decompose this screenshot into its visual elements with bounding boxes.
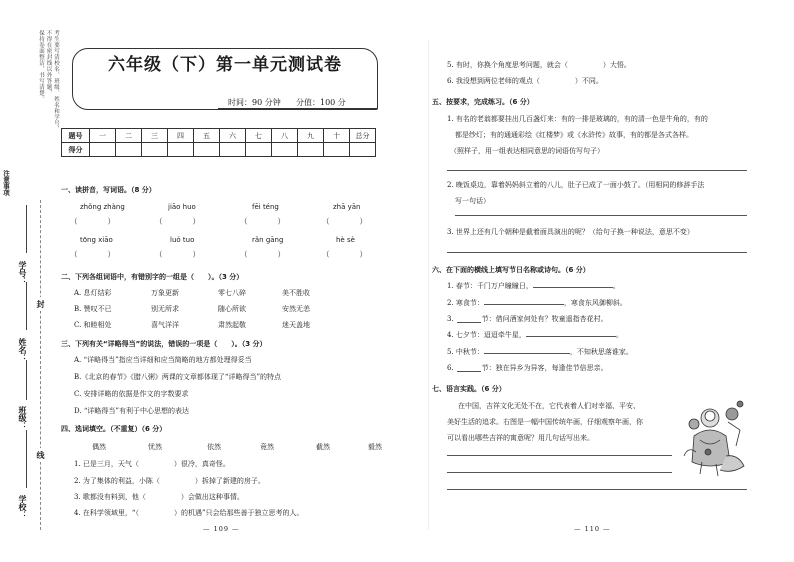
answer-blank[interactable]: （ ） xyxy=(240,217,285,226)
section-heading-q1: 一、读拼音，写词语。（8 分） xyxy=(61,186,156,194)
question-text: 2. 晚饭桌边，靠着妈妈斜立着的八儿，肚子已成了一面小鼓了。（用相同的修辞手法 xyxy=(447,181,705,189)
option-word: 安然无恙 xyxy=(282,305,310,313)
notes-title: 注意事项 xyxy=(2,170,10,196)
score-text: 分值：100 分 xyxy=(296,98,346,107)
answer-line[interactable] xyxy=(447,252,747,253)
option-word: 随心所欲 xyxy=(218,305,246,313)
option-word: 肃然起敬 xyxy=(218,321,246,329)
question-text: 3. 世界上还有几个朝种是截着面具演出的呢？（给句子换一种说法，意思不变） xyxy=(447,228,694,236)
option-d: D. “详略得当”有利于中心思想的表达 xyxy=(74,407,189,415)
note-line: 保持卷面整洁，书写清楚。 xyxy=(38,30,44,102)
seal-char-xian: 线 xyxy=(36,448,47,462)
score-input-cell[interactable] xyxy=(246,143,272,157)
option-word: 万象更新 xyxy=(151,289,179,297)
table-cell: 题号 xyxy=(62,129,90,143)
pinyin: jiāo huo xyxy=(168,203,196,211)
option-word: 喜气洋洋 xyxy=(151,321,179,329)
festival-suffix: 。 xyxy=(612,282,620,290)
festival-text: 5. 中秋节： xyxy=(447,348,484,356)
table-cell: 九 xyxy=(298,129,324,143)
festival-item xyxy=(447,298,627,308)
table-cell: 总分 xyxy=(350,129,376,143)
time-text: 时间：90 分钟 xyxy=(228,98,281,107)
pinyin: fēi téng xyxy=(252,203,279,211)
score-input-cell[interactable] xyxy=(350,143,376,157)
title-underline xyxy=(218,108,378,109)
option-b: B. 赞叹不已 xyxy=(74,305,112,313)
id-write-line[interactable] xyxy=(26,205,27,253)
option-c: C. 安排详略的依据是作文的字数要求 xyxy=(74,390,189,398)
table-cell: 五 xyxy=(194,129,220,143)
festival-text: 4. 七夕节：迢迢牵牛星， xyxy=(447,331,526,339)
answer-blank[interactable]: （ ） xyxy=(155,217,200,226)
pinyin: zhǒng zhàng xyxy=(80,203,125,211)
section-heading-q6: 六、在下面的横线上填写节日名称或诗句。（6 分） xyxy=(432,266,590,274)
option-word: 零七八碎 xyxy=(218,289,246,297)
answer-blank[interactable]: （ ） xyxy=(70,250,115,259)
table-cell: 七 xyxy=(246,129,272,143)
festival-item xyxy=(447,330,623,340)
table-cell: 十 xyxy=(324,129,350,143)
score-input-cell[interactable] xyxy=(272,143,298,157)
section-heading-q4: 四、选词填空。（不重复）（6 分） xyxy=(61,425,167,433)
table-cell: 得分 xyxy=(62,143,90,157)
school-write-line[interactable] xyxy=(26,430,27,488)
question-text: 都是纱灯；有的通通彩绘《红楼梦》或《水浒传》故事，有的都是各式各样。 xyxy=(455,131,693,139)
answer-line[interactable] xyxy=(447,170,747,171)
score-input-cell[interactable] xyxy=(142,143,168,157)
school-label: 学校： xyxy=(18,492,29,522)
exam-notes xyxy=(2,30,58,132)
page-number-left: — 109 — xyxy=(203,525,240,533)
answer-blank[interactable]: （ ） xyxy=(322,250,367,259)
festival-suffix: ，不知秋思落谁家。 xyxy=(569,348,633,356)
name-write-line[interactable] xyxy=(26,282,27,330)
question-text: 美好生活的追求。右图是一幅中国传统年画，仔细观察年画，你 xyxy=(447,418,643,426)
option-word: 别无所求 xyxy=(151,305,179,313)
fill-sentence: 6. 我没想到两位老师的观点（ ）不同。 xyxy=(447,77,603,85)
section-heading-q5: 五、按要求，完成练习。（6 分） xyxy=(432,98,534,106)
word-choice: 截然 xyxy=(316,443,330,451)
page-divider xyxy=(428,40,429,530)
fill-sentence: 1. 已是三月，天气（ ）很冷，真奇怪。 xyxy=(74,460,230,468)
table-row xyxy=(62,129,376,143)
pinyin: luó tuo xyxy=(170,236,195,244)
festival-suffix: 。 xyxy=(615,331,623,339)
festival-item xyxy=(447,347,633,357)
new-year-painting-image xyxy=(680,396,752,478)
answer-line[interactable] xyxy=(447,489,747,490)
festival-text: 1. 春节：千门万户瞳瞳日， xyxy=(447,282,533,290)
class-label: 班级： xyxy=(18,403,29,433)
score-input-cell[interactable] xyxy=(90,143,116,157)
answer-blank[interactable]: （ ） xyxy=(70,217,115,226)
fill-sentence: 2. 为了集体的利益，小陈（ ）拆掉了新建的房子。 xyxy=(74,477,265,485)
score-input-cell[interactable] xyxy=(298,143,324,157)
seal-line xyxy=(40,200,41,530)
score-input-cell[interactable] xyxy=(220,143,246,157)
pinyin: rǎn gāng xyxy=(252,236,284,244)
note-line: 不得在密封线以外答题， xyxy=(45,30,52,96)
class-write-line[interactable] xyxy=(26,360,27,400)
note-line: 考生要写清校名、班级、姓名和学号， xyxy=(53,30,59,132)
answer-line[interactable] xyxy=(457,371,481,372)
answer-line[interactable] xyxy=(447,472,672,473)
option-b: B.《北京的春节》《腊八粥》两课的文章都体现了“详略得当”的特点 xyxy=(74,373,282,381)
student-name-label: 姓名： xyxy=(18,335,29,365)
question-text: 可以看出哪些吉祥的寓意呢？用几句话写出来。 xyxy=(447,434,594,442)
table-cell: 一 xyxy=(90,129,116,143)
pinyin: zhā yān xyxy=(333,203,361,211)
answer-line[interactable] xyxy=(447,455,672,456)
student-id-label: 学号： xyxy=(18,258,29,288)
section-heading-q7: 七、语言实践。（6 分） xyxy=(432,385,506,393)
question-text: 1. 有名的老翁都要挂出几百盏灯来：有的一排是玻璃的，有的清一色是牛角的，有的 xyxy=(447,115,708,123)
exam-time-info xyxy=(228,97,346,108)
festival-item xyxy=(447,314,608,324)
festival-text: 6. 节：独在异乡为异客，每逢佳节倍思亲。 xyxy=(447,364,608,372)
section-heading-q3: 三、下列有关“详略得当”的说法，错误的一项是（ ）。（3 分） xyxy=(61,340,267,348)
table-cell: 六 xyxy=(220,129,246,143)
binding-margin xyxy=(0,0,62,562)
seal-char-feng: 封 xyxy=(36,297,47,311)
table-cell: 八 xyxy=(272,129,298,143)
option-word: 美不胜收 xyxy=(282,289,310,297)
word-choice: 依然 xyxy=(207,443,221,451)
answer-line[interactable] xyxy=(526,336,616,337)
festival-suffix: ，寒食东风御柳斜。 xyxy=(563,299,627,307)
option-c: C. 和睦相处 xyxy=(74,321,112,329)
option-a: A. 息灯结彩 xyxy=(74,289,112,297)
table-cell: 二 xyxy=(116,129,142,143)
table-cell: 四 xyxy=(168,129,194,143)
word-choice: 毅然 xyxy=(368,443,382,451)
word-choice: 忧然 xyxy=(148,443,162,451)
answer-blank[interactable]: （ ） xyxy=(155,250,200,259)
score-input-cell[interactable] xyxy=(116,143,142,157)
pinyin: tōng xiāo xyxy=(80,236,113,244)
question-text: 写一句话） xyxy=(455,197,490,205)
page-title: 六年级（下）第一单元测试卷 xyxy=(92,50,358,75)
answer-line[interactable] xyxy=(533,287,613,288)
page-number-right: — 110 — xyxy=(574,525,611,533)
score-input-cell[interactable] xyxy=(324,143,350,157)
table-row xyxy=(62,143,376,157)
festival-item xyxy=(447,281,620,291)
answer-line[interactable] xyxy=(484,353,570,354)
option-a: A. “详略得当”指应当详细和应当简略的地方都处理得妥当 xyxy=(74,356,252,364)
word-choice: 偶然 xyxy=(92,443,106,451)
option-word: 迷天盖地 xyxy=(282,321,310,329)
word-choice: 竟然 xyxy=(260,443,274,451)
answer-blank[interactable]: （ ） xyxy=(240,250,285,259)
answer-blank[interactable]: （ ） xyxy=(322,217,367,226)
answer-line[interactable] xyxy=(457,322,481,323)
fill-sentence: 4. 在科学领域里，“（ ）的机遇”只会给那些善于独立思考的人。 xyxy=(74,509,304,517)
festival-text: 3. 节：借问酒家何处有？牧童遥指杏花村。 xyxy=(447,315,608,323)
pinyin: hè sè xyxy=(336,236,355,244)
table-cell: 三 xyxy=(142,129,168,143)
section-heading-q2: 二、下列各组词语中，有错别字的一组是（ ）。（3 分） xyxy=(61,273,244,281)
answer-line[interactable] xyxy=(455,215,747,216)
score-table xyxy=(61,128,376,157)
score-input-cell[interactable] xyxy=(194,143,220,157)
question-text: （照样子，用一组表达相同意思的词语仿写句子） xyxy=(450,147,604,155)
festival-text: 2. 寒食节： xyxy=(447,299,484,307)
fill-sentence: 5. 有时，你换个角度思考问题，就会（ ）大悟。 xyxy=(447,61,631,69)
score-input-cell[interactable] xyxy=(168,143,194,157)
answer-line[interactable] xyxy=(484,304,564,305)
festival-item xyxy=(447,363,608,373)
question-text: 在中国，吉祥文化无处不在，它代表着人们对幸福、平安、 xyxy=(458,402,640,410)
fill-sentence: 3. 歌都没有料到，他（ ）会做出这种事情。 xyxy=(74,493,244,501)
